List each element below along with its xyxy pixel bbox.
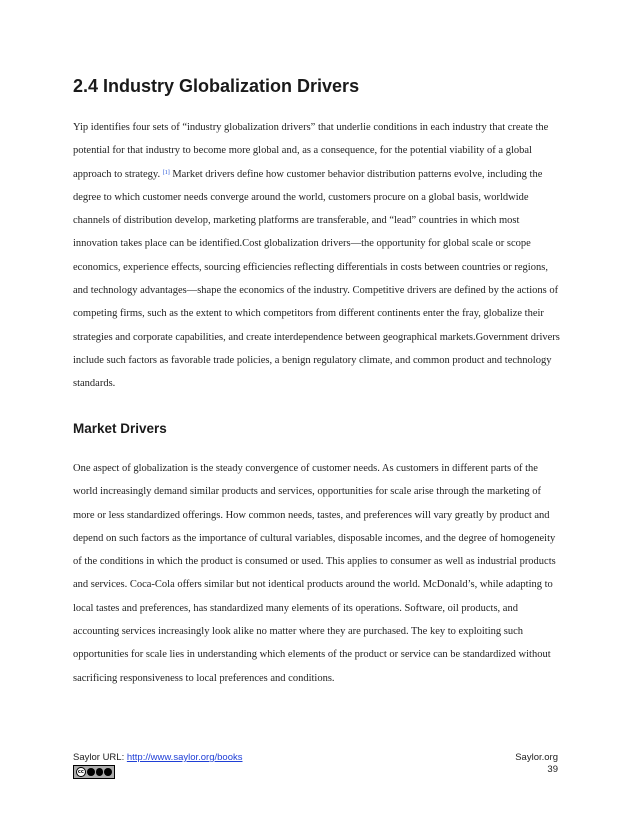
market-drivers-paragraph: One aspect of globalization is the steady convergence of customer needs. As customers in different parts of the world increasingly demand similar products and services, opportunities for scale arise through the marketing of more or less standardized offerings. How common needs, tastes, and preferences will vary greatly by product and depend on such factors as the importance of cultural variables, disposable incomes, and the degree of homogeneity of the conditions in which the product is consumed or used. This applies to consumer as well as industrial products and services. Coca-Cola offers similar but not identical products around the world. McDonald’s, while adapting to local tastes and preferences, has standardized many elements of its operations. Software, oil products, and accounting services increasingly look alike no matter where they are purchased. The key to exploiting such opportunities for scale lies in understanding which elements of the product or service can be standardized without sacrificing responsiveness to local preferences and conditions. (73, 463, 556, 684)
intro-text-rest: Market drivers define how customer behavior distribution patterns evolve, including the degree to which customer needs converge around the world, customers procure on a global basis, worldwide channels of distribution develop, marketing platforms are transferable, and “lead” countries in which most innovation takes place can be identified.Cost globalization drivers—the opportunity for global scale or scope economics, experience effects, sourcing efficiencies reflecting differentials in costs between countries or regions, and technology advantages—shape the economics of the industry. Competitive drivers are defined by the actions of competing firms, such as the extent to which competitors from different continents enter the fray, globalize their strategies and corporate capabilities, and create interdependence between geographical markets.Government drivers include such factors as favorable trade policies, a benign regulatory climate, and common product and technology standards. (73, 168, 560, 390)
footer-url-label: Saylor URL: (73, 752, 127, 763)
footer-source (73, 752, 243, 763)
footer-site: Saylor.org (515, 752, 558, 763)
cc-logo-icon: cc (77, 769, 84, 775)
intro-paragraph (73, 116, 561, 396)
page-title: 2.4 Industry Globalization Drivers (73, 76, 360, 96)
cc-by-nc-sa-icon[interactable] (73, 765, 115, 779)
page-number: 39 (547, 764, 558, 775)
section-heading-market-drivers: Market Drivers (73, 421, 167, 436)
cc-attribution-icon (87, 768, 95, 776)
footnote-reference-link[interactable]: [1] (162, 169, 170, 176)
cc-noncommercial-icon (96, 768, 104, 776)
intro-text-start: Yip identifies four sets of “industry globalization drivers” that underlie conditions in each industry that create the potential for that industry to become more global and, as a consequence, for the potential viability of a global approach to strategy. (73, 122, 549, 180)
cc-sharealike-icon (104, 768, 112, 776)
footer-right (515, 752, 558, 776)
footer-url-link[interactable]: http://www.saylor.org/books (126, 752, 243, 763)
